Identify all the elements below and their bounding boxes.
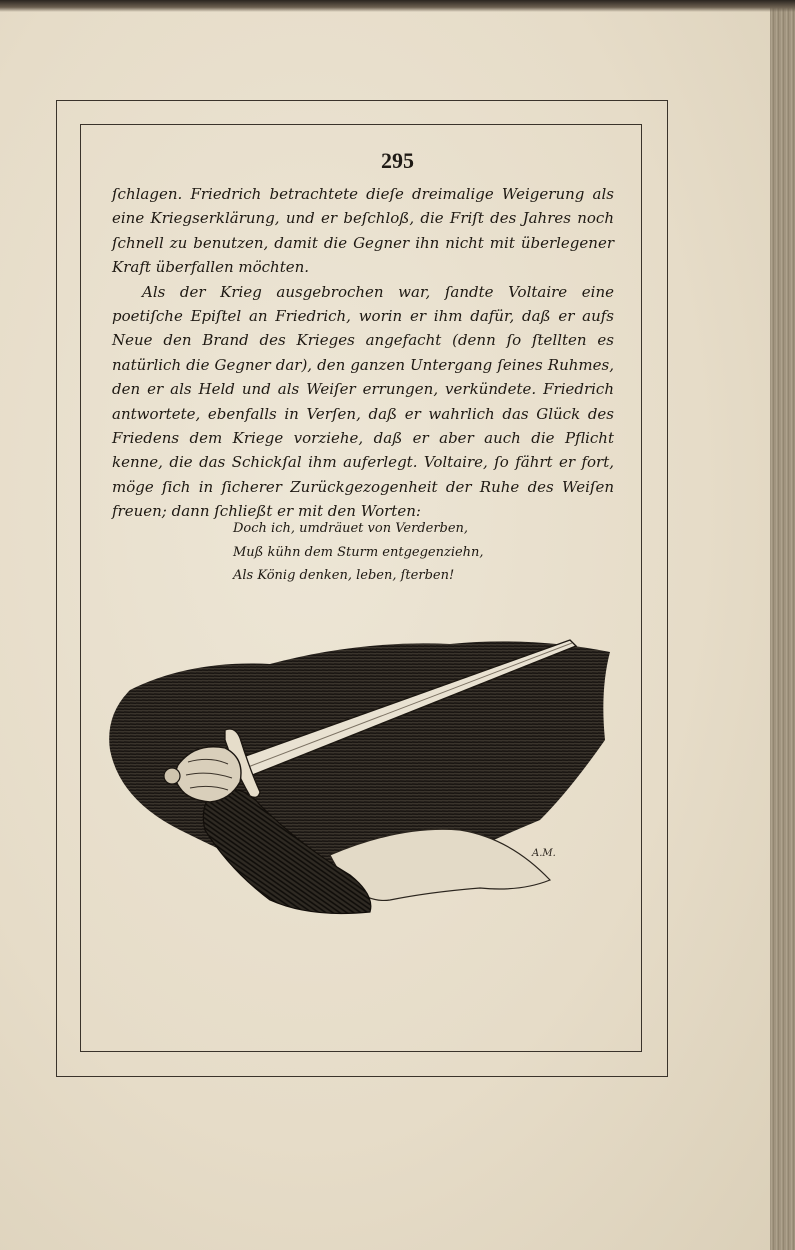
verse-block [233,517,553,588]
page-edge-stack [770,0,795,1250]
sword-in-hand-engraving-icon [100,630,620,920]
verse-line-3: Als König denken, leben, ſterben! [233,568,455,583]
body-text [112,182,614,524]
verse-line-1: Doch ich, umdräuet von Verderben, [233,521,469,536]
paragraph-1: ſchlagen. Friedrich betrachtete dieſe dreimalige Weigerung als eine Kriegserklärung, und er beſchloß, die Friſt des Jahres noch ſchnell zu benutzen, damit die Gegner ihn nicht mit überlegener Kraft überfallen möchten. [112,185,614,277]
page-number: 295 [381,148,414,173]
paragraph-2: Als der Krieg ausgebrochen war, ſandte Voltaire eine poetiſche Epiſtel an Friedrich, worin er ihm dafür, daß er aufs Neue den Brand des Krieges angefacht (denn ſo ſtellten es natürlich die Gegner dar), den ganzen Untergang ſeines Ruhmes, den er als Held und als Weiſer errungen, verkündete. Friedrich antwortete, ebenfalls in Verſen, daß er wahrlich das Glück des Friedens dem Kriege vorziehe, daß er aber auch die Pflicht kenne, die das Schickſal ihm auferlegt. Voltaire, ſo fährt er fort, möge ſich in ſicherer Zurückgezogenheit der Ruhe des Weiſen freuen; dann ſchließt er mit den Worten: [112,282,614,521]
verse-line-2: Muß kühn dem Sturm entgegenziehn, [233,544,484,560]
artist-signature: A.M. [532,848,556,859]
binding-shadow [0,0,795,12]
sword-pommel [164,768,180,784]
